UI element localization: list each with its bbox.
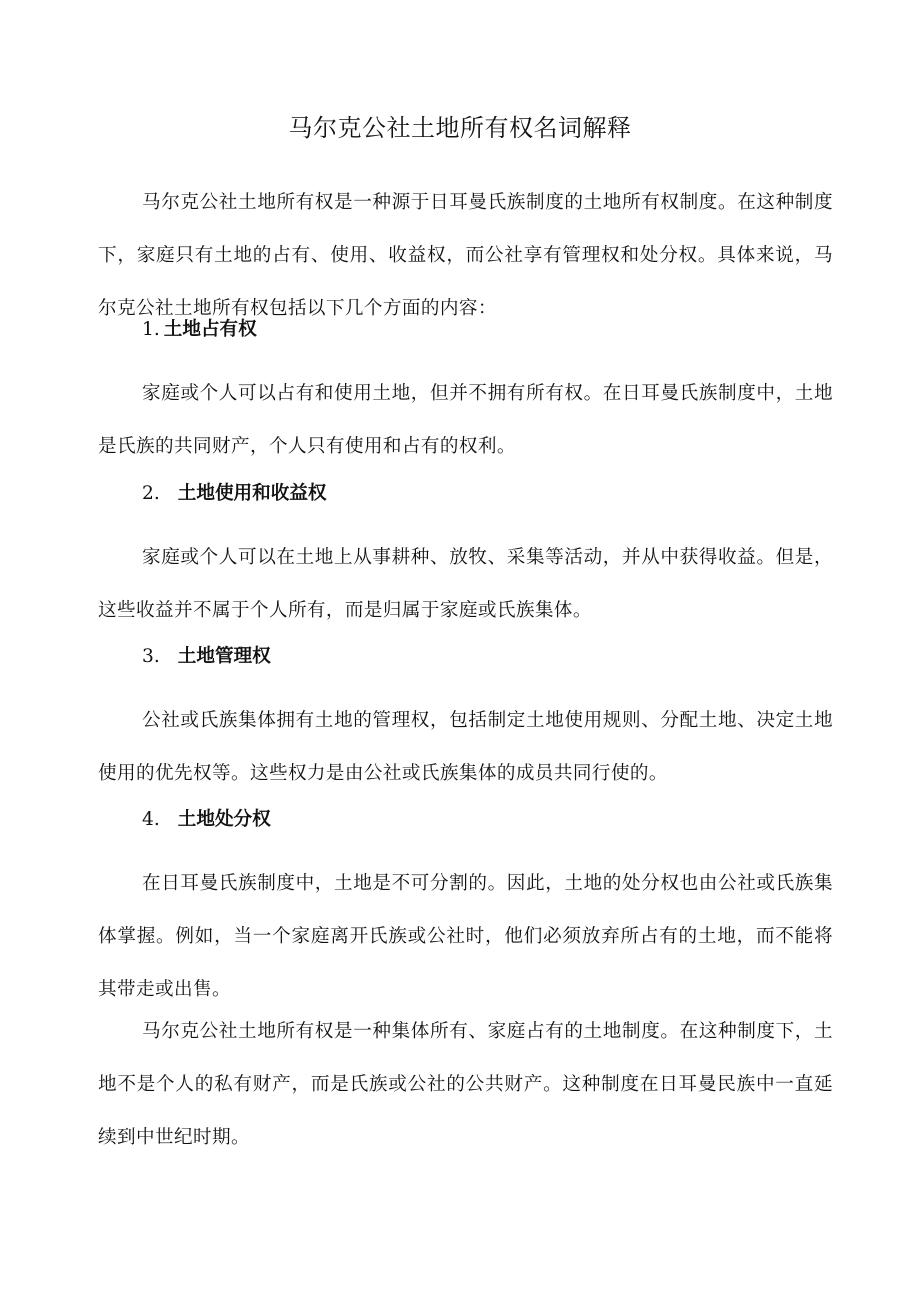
document-title: 马尔克公社土地所有权名词解释 [288, 114, 632, 142]
section-body-4: 在日耳曼氏族制度中，土地是不可分割的。因此，土地的处分权也由公社或氏族集体掌握。例如，当一个家庭离开氏族或公社时，他们必须放弃所占有的土地，而不能将其带走或出售。 [98, 873, 833, 1000]
section-number: 1. [142, 319, 160, 340]
section-body-1: 家庭或个人可以占有和使用土地，但并不拥有所有权。在日耳曼氏族制度中，土地是氏族的共同财产，个人只有使用和占有的权利。 [98, 383, 833, 457]
section-heading-1 [142, 310, 257, 350]
section-number: 3. [142, 646, 160, 667]
section-body-2: 家庭或个人可以在土地上从事耕种、放牧、采集等活动，并从中获得收益。但是，这些收益并不属于个人所有，而是归属于家庭或氏族集体。 [98, 547, 833, 621]
section-heading-2 [142, 474, 327, 514]
section-heading-text: 土地管理权 [177, 646, 271, 667]
section-heading-text: 土地处分权 [177, 809, 271, 830]
section-number: 4. [142, 809, 160, 830]
section-heading-text: 土地使用和收益权 [177, 483, 327, 504]
section-heading-text: 土地占有权 [163, 319, 257, 340]
section-number: 2. [142, 483, 160, 504]
intro-paragraph: 马尔克公社土地所有权是一种源于日耳曼氏族制度的土地所有权制度。在这种制度下，家庭只有土地的占有、使用、收益权，而公社享有管理权和处分权。具体来说，马尔克公社土地所有权包括以下几个方面的内容： [98, 192, 833, 319]
conclusion-paragraph: 马尔克公社土地所有权是一种集体所有、家庭占有的土地制度。在这种制度下，土地不是个人的私有财产，而是氏族或公社的公共财产。这种制度在日耳曼民族中一直延续到中世纪时期。 [98, 1021, 833, 1148]
section-body-3: 公社或氏族集体拥有土地的管理权，包括制定土地使用规则、分配土地、决定土地使用的优先权等。这些权力是由公社或氏族集体的成员共同行使的。 [98, 710, 833, 784]
section-heading-3 [142, 637, 271, 677]
section-heading-4 [142, 800, 271, 840]
